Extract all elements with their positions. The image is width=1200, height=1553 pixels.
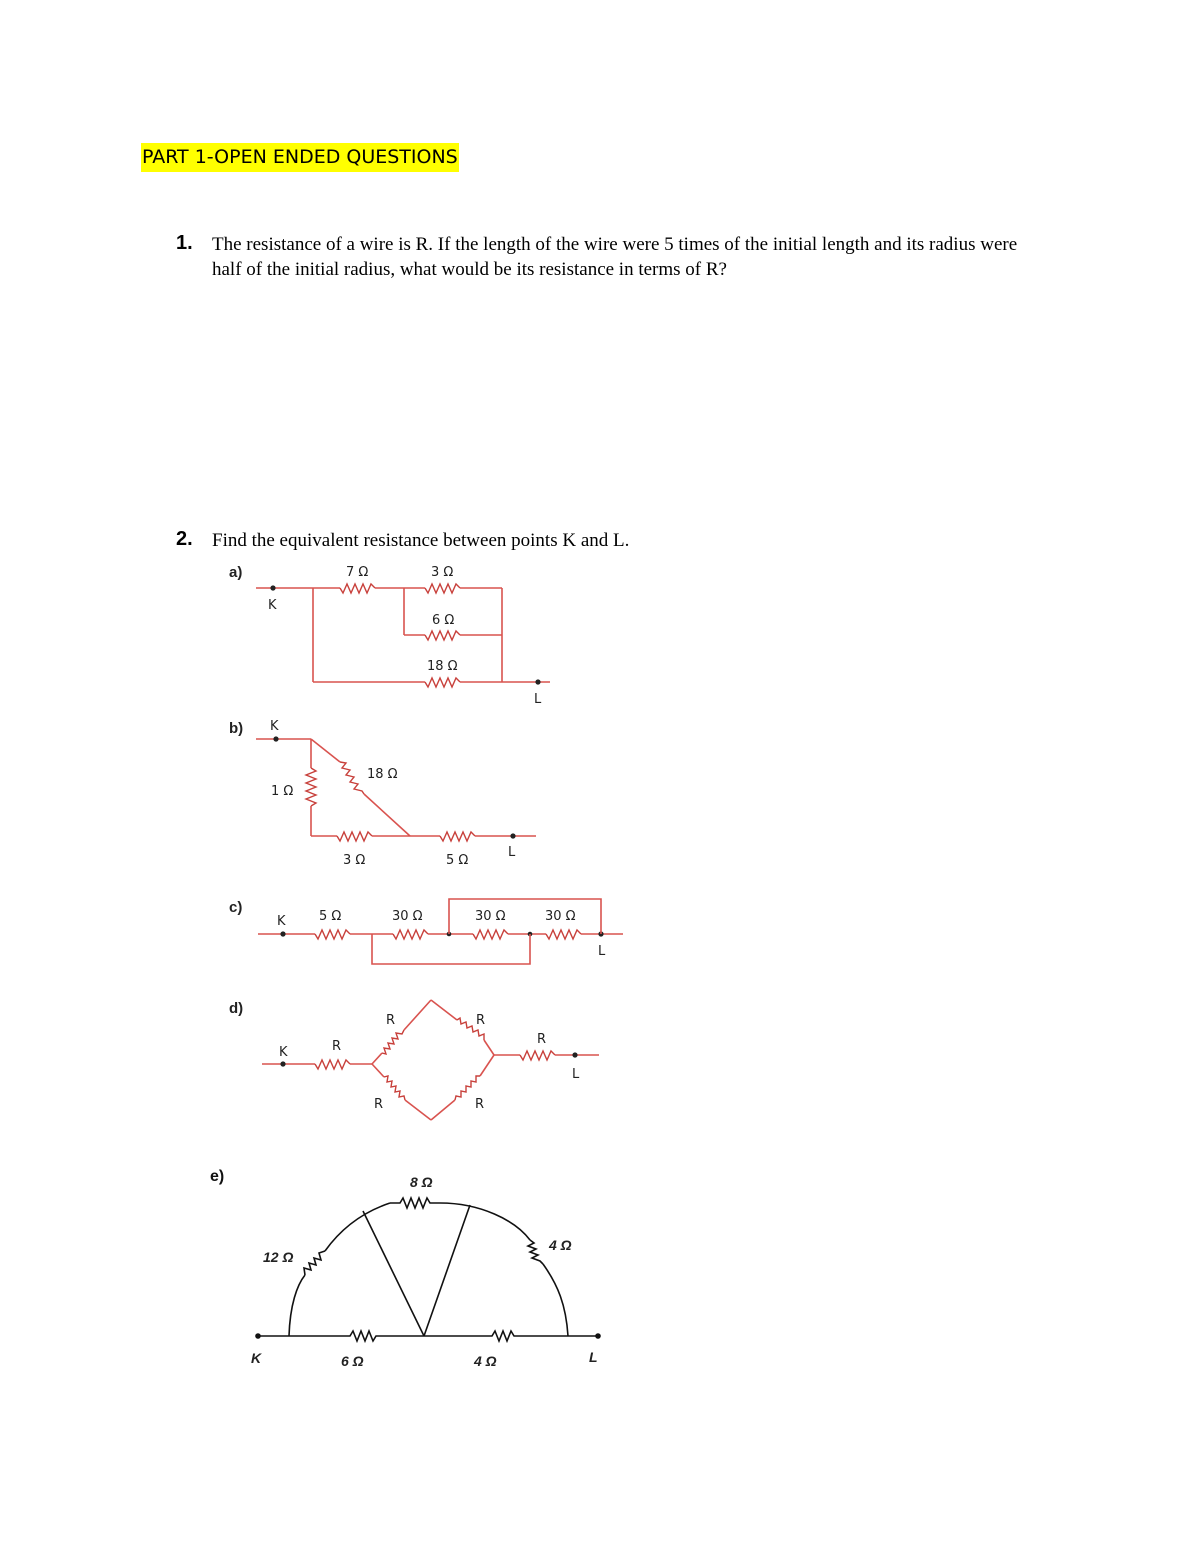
resistor-3ohm-label: 3 Ω xyxy=(343,853,366,868)
resistor-r-label: R xyxy=(332,1039,342,1054)
resistor-30ohm-1 xyxy=(393,930,428,939)
resistor-6ohm-label: 6 Ω xyxy=(341,1353,364,1369)
resistor-7ohm-label: 7 Ω xyxy=(346,565,369,580)
resistor-18ohm-label: 18 Ω xyxy=(367,767,398,782)
point-k-dot xyxy=(270,585,275,590)
resistor-1ohm-label: 1 Ω xyxy=(271,784,294,799)
resistor-8ohm xyxy=(390,1198,440,1208)
point-k-dot xyxy=(280,1061,285,1066)
circuit-e xyxy=(210,1168,601,1369)
resistor-1ohm xyxy=(306,768,316,806)
resistor-30ohm-2 xyxy=(473,930,508,939)
point-k-dot xyxy=(273,736,278,741)
question-1-line-2: half of the initial radius, what would be its resistance in terms of R? xyxy=(212,259,727,280)
circuit-a xyxy=(229,564,550,707)
point-l-label: L xyxy=(598,944,606,959)
resistor-18ohm xyxy=(425,678,460,687)
resistor-18ohm-label: 18 Ω xyxy=(427,659,458,674)
resistor-4ohm-arc-label: 4 Ω xyxy=(549,1237,572,1253)
section-heading: PART 1-OPEN ENDED QUESTIONS xyxy=(141,143,459,172)
cross-wire-right xyxy=(424,1205,470,1336)
resistor-3ohm-label: 3 Ω xyxy=(431,565,454,580)
resistor-r-upper-left xyxy=(382,1030,404,1054)
part-c-label: c) xyxy=(229,899,243,916)
resistor-4ohm-bottom-label: 4 Ω xyxy=(474,1353,497,1369)
resistor-18ohm xyxy=(340,762,364,794)
point-k-dot xyxy=(280,931,285,936)
resistor-7ohm xyxy=(340,584,375,593)
resistor-30ohm-3-label: 30 Ω xyxy=(545,909,576,924)
resistor-r-label: R xyxy=(475,1097,485,1112)
resistor-r-lower-left xyxy=(384,1076,405,1100)
part-b-label: b) xyxy=(229,720,244,737)
point-l-label: L xyxy=(534,692,542,707)
part-d-label: d) xyxy=(229,1000,244,1017)
point-k-label: K xyxy=(277,914,286,929)
resistor-5ohm xyxy=(315,930,350,939)
resistor-r-label: R xyxy=(386,1013,396,1028)
question-2-line-1: Find the equivalent resistance between points K and L. xyxy=(212,530,630,551)
resistor-12ohm-label: 12 Ω xyxy=(263,1249,294,1265)
point-k-label: K xyxy=(270,719,279,734)
arc-left-lower xyxy=(289,1275,305,1336)
question-2-number: 2. xyxy=(176,528,193,550)
resistor-6ohm-label: 6 Ω xyxy=(432,613,455,628)
point-l-dot xyxy=(510,833,515,838)
resistor-4ohm-bottom xyxy=(485,1331,520,1341)
point-k-dot xyxy=(255,1333,261,1339)
circuit-d xyxy=(229,1000,599,1120)
resistor-5ohm-label: 5 Ω xyxy=(319,909,342,924)
point-l-label: L xyxy=(589,1349,598,1365)
resistor-6ohm xyxy=(340,1331,390,1341)
point-k-label: K xyxy=(279,1045,288,1060)
point-l-dot xyxy=(535,679,540,684)
part-a-label: a) xyxy=(229,564,243,581)
point-l-dot xyxy=(595,1333,601,1339)
question-1-line-1: The resistance of a wire is R. If the length of the wire were 5 times of the initial length and its radius were xyxy=(212,234,1018,255)
circuit-c xyxy=(229,899,623,964)
point-l-label: L xyxy=(508,845,516,860)
resistor-r-label: R xyxy=(537,1032,547,1047)
resistor-r-series-left xyxy=(315,1060,350,1069)
resistor-5ohm-label: 5 Ω xyxy=(446,853,469,868)
point-l-dot xyxy=(572,1052,577,1057)
resistor-5ohm xyxy=(440,832,475,841)
resistor-3ohm xyxy=(425,584,460,593)
point-l-label: L xyxy=(572,1067,580,1082)
resistor-30ohm-3 xyxy=(546,930,581,939)
resistor-6ohm xyxy=(425,631,460,640)
resistor-r-series-right xyxy=(520,1051,555,1060)
arc-left-upper xyxy=(325,1203,390,1251)
resistor-r-label: R xyxy=(476,1013,486,1028)
circuit-b xyxy=(229,719,536,868)
cross-wire-left xyxy=(363,1211,424,1336)
arc-right-lower xyxy=(543,1264,568,1336)
resistor-3ohm xyxy=(337,832,372,841)
part-e-label: e) xyxy=(210,1168,225,1185)
resistor-30ohm-1-label: 30 Ω xyxy=(392,909,423,924)
arc-right-upper xyxy=(440,1203,530,1240)
resistor-12ohm xyxy=(304,1251,325,1275)
resistor-4ohm-arc xyxy=(528,1240,543,1264)
question-1-number: 1. xyxy=(176,232,193,254)
resistor-r-label: R xyxy=(374,1097,384,1112)
point-k-label: K xyxy=(268,598,277,613)
resistor-8ohm-label: 8 Ω xyxy=(410,1174,433,1190)
point-k-label: K xyxy=(251,1350,262,1366)
resistor-30ohm-2-label: 30 Ω xyxy=(475,909,506,924)
